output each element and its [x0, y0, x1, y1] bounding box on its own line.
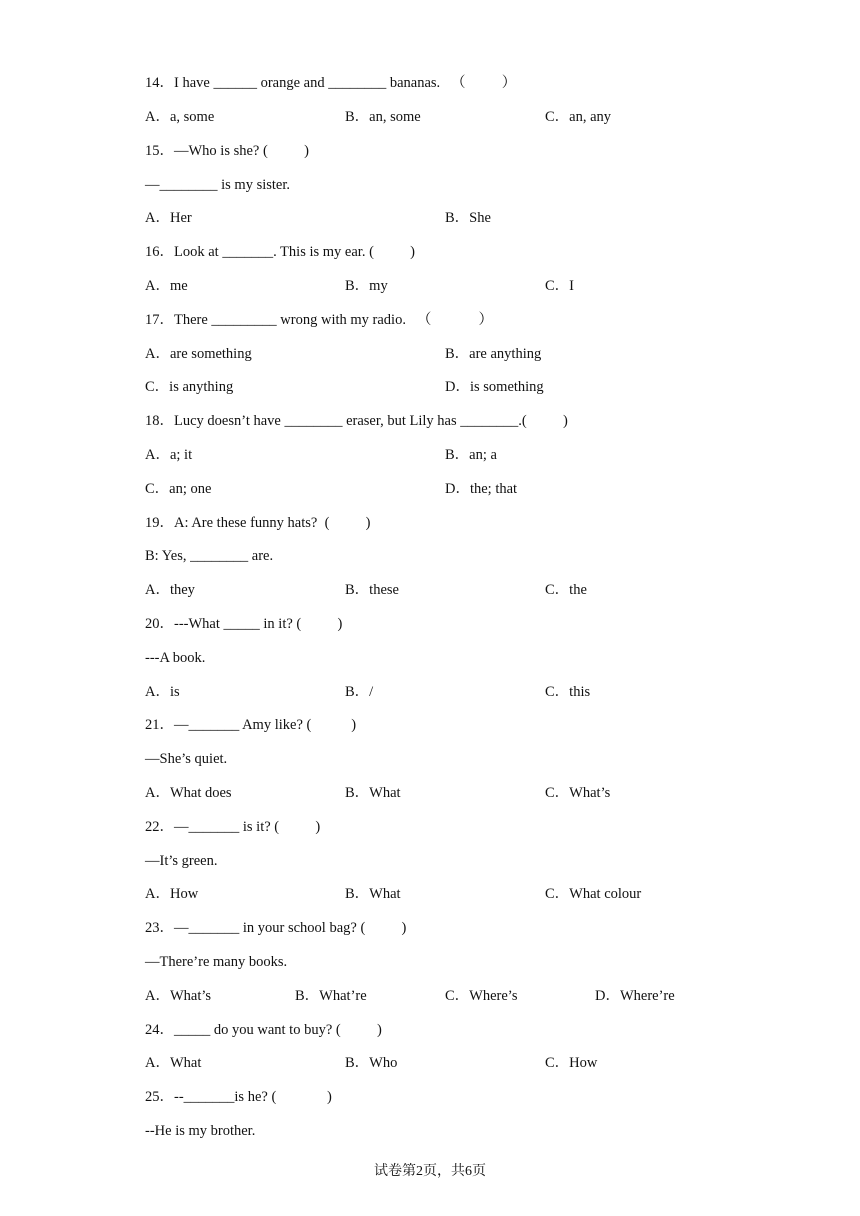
question-19-option-a: A．they	[145, 582, 195, 598]
question-15-answer-line: —________ is my sister.	[145, 177, 291, 193]
question-23-answer-line: —There’re many books.	[145, 954, 288, 970]
question-24-option-a: A．What	[145, 1055, 202, 1071]
question-22-stem: 22．—_______ is it? ( )	[145, 819, 321, 835]
question-17-option-d: D．is something	[445, 379, 544, 395]
question-24-stem: 24．_____ do you want to buy? ( )	[145, 1022, 382, 1038]
question-22-option-a: A．How	[145, 886, 199, 902]
page-footer: 试卷第2页，共6页	[374, 1164, 486, 1179]
question-25-stem: 25．--_______is he? ( )	[145, 1089, 332, 1105]
question-24-option-b: B．Who	[345, 1055, 398, 1071]
question-14-option-a: A．a, some	[145, 109, 215, 125]
question-16-option-b: B．my	[345, 278, 388, 294]
question-14-option-b: B．an, some	[345, 109, 421, 125]
question-20-answer-line: ---A book.	[145, 650, 206, 666]
question-23-option-c: C．Where’s	[445, 988, 518, 1004]
question-23-option-a: A．What’s	[145, 988, 212, 1004]
question-20-option-c: C．this	[545, 684, 591, 700]
question-18-option-b: B．an; a	[445, 447, 497, 463]
question-14-stem: 14．I have ______ orange and ________ bananas. （ ）	[145, 75, 517, 91]
question-16-stem: 16．Look at _______. This is my ear. ( )	[145, 244, 415, 260]
question-17-stem: 17．There _________ wrong with my radio. （ ）	[145, 312, 493, 328]
question-20-stem: 20．---What _____ in it? ( )	[145, 616, 343, 632]
question-17-option-c: C．is anything	[145, 379, 234, 395]
question-22-answer-line: —It’s green.	[145, 853, 218, 869]
question-18-stem: 18．Lucy doesn’t have ________ eraser, but Lily has ________.( )	[145, 413, 568, 429]
question-21-answer-line: —She’s quiet.	[145, 751, 228, 767]
question-22-option-b: B．What	[345, 886, 401, 902]
question-24-option-c: C．How	[545, 1055, 598, 1071]
question-18-option-d: D．the; that	[445, 481, 518, 497]
question-15-stem: 15．—Who is she? ( )	[145, 143, 309, 159]
question-17-option-a: A．are something	[145, 346, 252, 362]
question-19-answer-line: B: Yes, ________ are.	[145, 548, 274, 564]
question-22-option-c: C．What colour	[545, 886, 642, 902]
question-20-option-b: B．/	[345, 684, 374, 700]
question-21-option-c: C．What’s	[545, 785, 611, 801]
question-21-option-a: A．What does	[145, 785, 232, 801]
question-19-stem: 19．A: Are these funny hats? ( )	[145, 515, 371, 531]
question-23-option-b: B．What’re	[295, 988, 367, 1004]
question-16-option-c: C．I	[545, 278, 574, 294]
question-20-option-a: A．is	[145, 684, 180, 700]
question-15-option-b: B．She	[445, 210, 491, 226]
question-15-option-a: A．Her	[145, 210, 192, 226]
question-16-option-a: A．me	[145, 278, 188, 294]
question-14-option-c: C．an, any	[545, 109, 612, 125]
question-17-option-b: B．are anything	[445, 346, 542, 362]
question-23-stem: 23．—_______ in your school bag? ( )	[145, 920, 407, 936]
question-18-option-c: C．an; one	[145, 481, 212, 497]
question-21-stem: 21．—_______ Amy like? ( )	[145, 717, 357, 733]
question-18-option-a: A．a; it	[145, 447, 193, 463]
question-25-answer-line: --He is my brother.	[145, 1123, 256, 1139]
question-23-option-d: D．Where’re	[595, 988, 675, 1004]
question-19-option-b: B．these	[345, 582, 399, 598]
question-19-option-c: C．the	[545, 582, 587, 598]
question-21-option-b: B．What	[345, 785, 401, 801]
